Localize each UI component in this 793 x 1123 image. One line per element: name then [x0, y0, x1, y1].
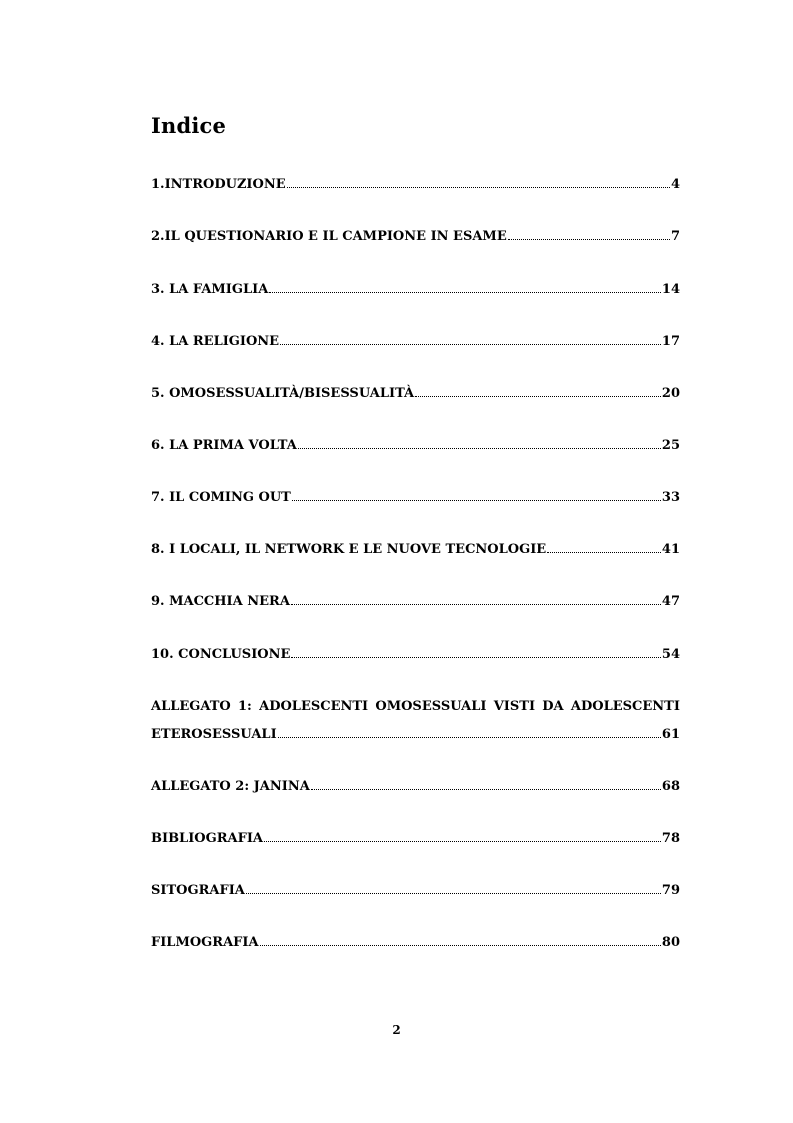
toc-entry-introduzione[interactable] — [151, 176, 680, 194]
toc-entry-page: 33 — [661, 490, 680, 505]
toc-entry-omosessualita[interactable] — [151, 385, 680, 403]
toc-entry-label: SITOGRAFIA — [151, 883, 245, 898]
toc-entry-page: 78 — [661, 831, 680, 846]
toc-entry-questionario[interactable] — [151, 228, 680, 246]
toc-word: ADOLESCENTI — [259, 699, 369, 714]
dot-leader — [298, 448, 661, 449]
toc-entry-page: 47 — [661, 594, 680, 609]
toc-entry-locali[interactable] — [151, 541, 680, 559]
toc-entry-page: 7 — [670, 229, 680, 244]
toc-entry-page: 68 — [661, 779, 680, 794]
dot-leader — [264, 841, 661, 842]
dot-leader — [291, 604, 661, 605]
toc-word: VISTI — [493, 699, 536, 714]
toc-entry-page: 41 — [661, 542, 680, 557]
toc-entry-page: 25 — [661, 438, 680, 453]
toc-entry-allegato-1-line-2[interactable] — [151, 726, 680, 744]
toc-entry-label: BIBLIOGRAFIA — [151, 831, 263, 846]
toc-entry-page: 14 — [661, 282, 680, 297]
toc-entry-label: 2.IL QUESTIONARIO E IL CAMPIONE IN ESAME — [151, 229, 507, 244]
toc-entry-label: 4. LA RELIGIONE — [151, 334, 280, 349]
toc-entry-famiglia[interactable] — [151, 281, 680, 299]
dot-leader — [287, 187, 670, 188]
toc-entry-religione[interactable] — [151, 333, 680, 351]
toc-entry-label: ALLEGATO 2: JANINA — [151, 779, 310, 794]
toc-entry-page: 61 — [661, 727, 680, 742]
toc-word: DA — [542, 699, 564, 714]
toc-entry-page: 80 — [661, 935, 680, 950]
toc-entry-sitografia[interactable] — [151, 882, 680, 900]
dot-leader — [269, 292, 661, 293]
toc-entry-label: 5. OMOSESSUALITÀ/BISESSUALITÀ — [151, 386, 415, 401]
page-number: 2 — [392, 1023, 401, 1037]
toc-entry-page: 20 — [661, 386, 680, 401]
dot-leader — [508, 239, 670, 240]
toc-entry-page: 54 — [661, 647, 680, 662]
toc-entry-label: 9. MACCHIA NERA — [151, 594, 290, 609]
toc-entry-label: 10. CONCLUSIONE — [151, 647, 291, 662]
toc-entry-allegato-2[interactable] — [151, 778, 680, 796]
toc-entry-macchia-nera[interactable] — [151, 593, 680, 611]
toc-entry-coming-out[interactable] — [151, 489, 680, 507]
toc-entry-page: 79 — [661, 883, 680, 898]
toc-entry-label: 1.INTRODUZIONE — [151, 177, 286, 192]
toc-word: ADOLESCENTI — [570, 699, 680, 714]
toc-entry-label: 8. I LOCALI, IL NETWORK E LE NUOVE TECNOLOGIE — [151, 542, 547, 557]
dot-leader — [415, 396, 661, 397]
page-title: Indice — [151, 113, 227, 138]
toc-entry-filmografia[interactable] — [151, 934, 680, 952]
dot-leader — [246, 893, 661, 894]
dot-leader — [292, 500, 661, 501]
toc-entry-label: 3. LA FAMIGLIA — [151, 282, 269, 297]
dot-leader — [260, 945, 661, 946]
toc-entry-label: FILMOGRAFIA — [151, 935, 259, 950]
dot-leader — [278, 737, 661, 738]
toc-entry-page: 17 — [661, 334, 680, 349]
dot-leader — [547, 552, 661, 553]
toc-entry-prima-volta[interactable] — [151, 437, 680, 455]
dot-leader — [280, 344, 661, 345]
toc-entry-label: 7. IL COMING OUT — [151, 490, 291, 505]
toc-word: ALLEGATO — [151, 699, 231, 714]
toc-entry-allegato-1-line-1[interactable] — [151, 698, 680, 716]
dot-leader — [291, 657, 661, 658]
toc-entry-label: ETEROSESSUALI — [151, 727, 277, 742]
toc-entry-conclusione[interactable] — [151, 646, 680, 664]
dot-leader — [311, 789, 661, 790]
toc-entry-page: 4 — [670, 177, 680, 192]
toc-word: 1: — [238, 699, 252, 714]
toc-entry-bibliografia[interactable] — [151, 830, 680, 848]
toc-word: OMOSESSUALI — [375, 699, 487, 714]
toc-entry-label: 6. LA PRIMA VOLTA — [151, 438, 297, 453]
